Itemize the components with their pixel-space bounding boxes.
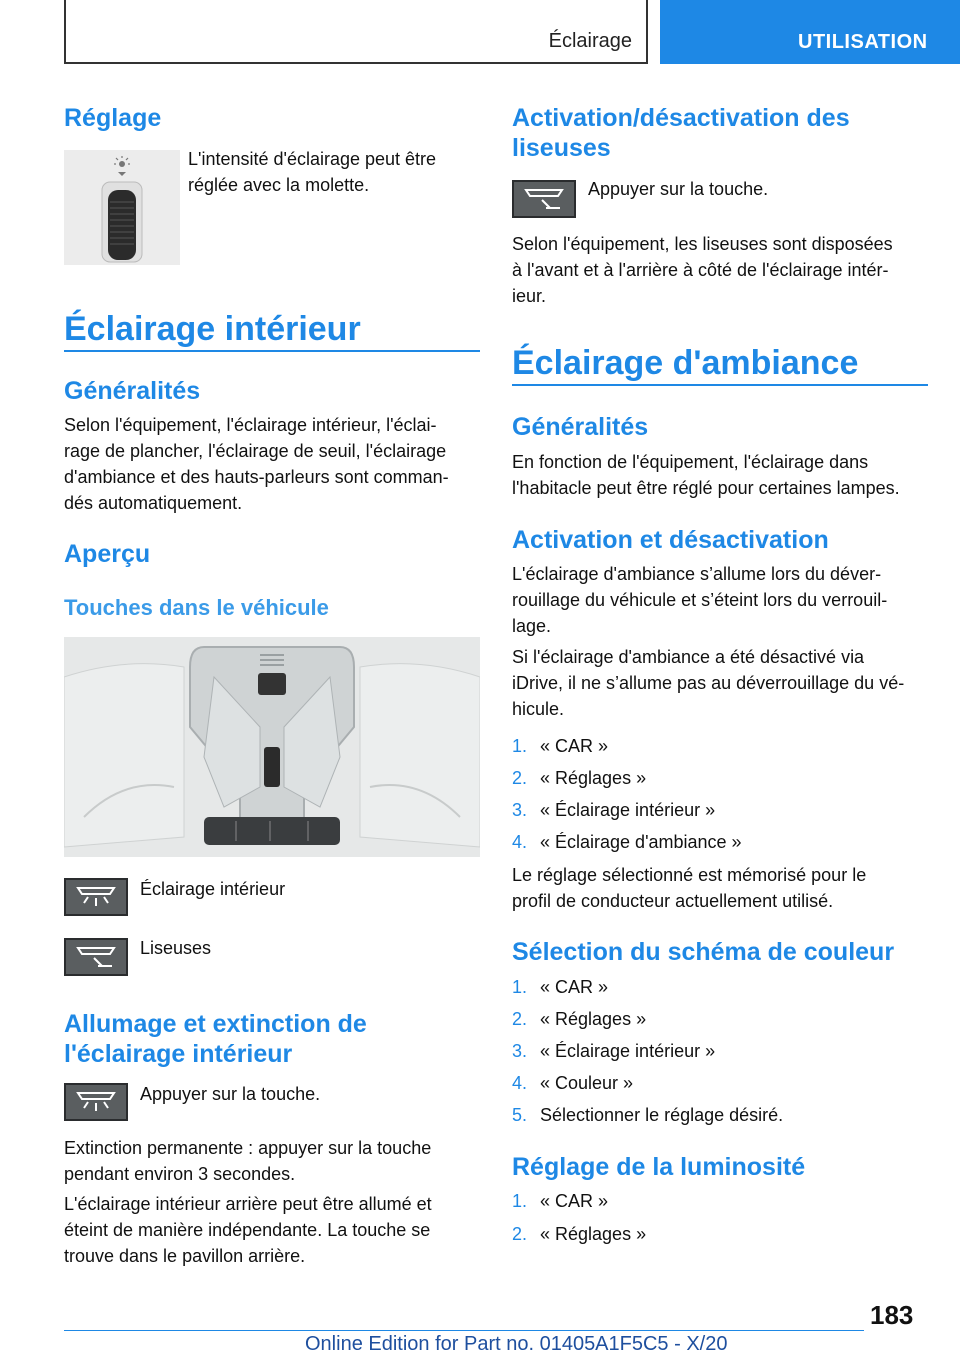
text-line: ieur.	[512, 286, 547, 306]
list-item	[512, 765, 646, 791]
text-line: éteint de manière indépendante. La touche se	[64, 1220, 431, 1240]
text-line: dés automatiquement.	[64, 493, 243, 513]
text-line: profil de conducteur actuellement utilisé.	[512, 891, 834, 911]
list-number: 2.	[512, 1009, 528, 1029]
text-line: pendant environ 3 secondes.	[64, 1164, 296, 1184]
extinction-text	[64, 1135, 431, 1187]
list-item	[512, 1188, 608, 1214]
reading-light-key-icon	[64, 938, 128, 976]
list-text: « Réglages »	[540, 768, 647, 788]
text-line: Extinction permanente : appuyer sur la touche	[64, 1138, 432, 1158]
list-text: « CAR »	[540, 736, 609, 756]
header-tab-label: UTILISATION	[798, 31, 928, 53]
list-number: 3.	[512, 800, 528, 820]
list-item	[512, 1038, 715, 1064]
list-number: 5.	[512, 1105, 528, 1125]
list-text: « Réglages »	[540, 1224, 647, 1244]
list-number: 1.	[512, 1191, 528, 1211]
text-line: En fonction de l'équipement, l'éclairage dans	[512, 452, 869, 472]
text-line: lage.	[512, 616, 552, 636]
text-line: Si l'éclairage d'ambiance a été désactivé via	[512, 647, 865, 667]
main-title-interior: Éclairage intérieur	[64, 310, 361, 348]
ambiance-title: Éclairage d'ambiance	[512, 344, 859, 382]
list-item	[512, 974, 608, 1000]
list-text: « Éclairage intérieur »	[540, 1041, 716, 1061]
allumage-key-text: Appuyer sur la touche.	[140, 1084, 321, 1104]
text-line: d'ambiance et des hauts-parleurs sont comman-	[64, 467, 449, 487]
list-item	[512, 1102, 783, 1128]
liseuses-text	[512, 231, 893, 309]
text-line: rouillage du véhicule et s’éteint lors du verrouil-	[512, 590, 888, 610]
text-line: L'éclairage intérieur arrière peut être allumé et	[64, 1194, 432, 1214]
generalites-title: Généralités	[64, 377, 201, 405]
section-rule	[64, 350, 480, 352]
activation-text2	[512, 644, 904, 722]
list-item	[512, 1070, 633, 1096]
header-section-box	[64, 0, 648, 64]
list-item	[512, 797, 715, 823]
footer-text: Online Edition for Part no. 01405A1F5C5 - X/20	[305, 1333, 728, 1355]
luminosite-title: Réglage de la luminosité	[512, 1153, 806, 1181]
allumage-title	[64, 1009, 367, 1069]
list-number: 3.	[512, 1041, 528, 1061]
text-line: hicule.	[512, 699, 565, 719]
interior-light-key-icon	[64, 1083, 128, 1121]
text-line: rage de plancher, l'éclairage de seuil, l'éclairage	[64, 441, 447, 461]
ceiling-console-photo	[64, 637, 480, 857]
list-number: 1.	[512, 736, 528, 756]
list-number: 2.	[512, 768, 528, 788]
arriere-text	[64, 1191, 432, 1269]
list-text: « Réglages »	[540, 1009, 647, 1029]
generalites-text	[64, 412, 449, 516]
memorise-text	[512, 862, 866, 914]
list-number: 2.	[512, 1224, 528, 1244]
reglage-text	[188, 146, 436, 198]
list-text: « CAR »	[540, 1191, 609, 1211]
liseuses-key-text: Appuyer sur la touche.	[588, 179, 769, 199]
text-line: L'éclairage d'ambiance s’allume lors du déver-	[512, 564, 882, 584]
key1-label: Éclairage intérieur	[140, 879, 286, 899]
list-item	[512, 1221, 646, 1247]
key2-label: Liseuses	[140, 938, 212, 958]
reglage-title: Réglage	[64, 104, 162, 132]
text-line: à l'avant et à l'arrière à côté de l'éclairage intér-	[512, 260, 889, 280]
section-rule	[512, 384, 928, 386]
title-line: liseuses	[512, 134, 611, 162]
activation-title: Activation et désactivation	[512, 526, 829, 554]
list-text: « Couleur »	[540, 1073, 634, 1093]
list-number: 1.	[512, 977, 528, 997]
list-number: 4.	[512, 832, 528, 852]
text-line: Le réglage sélectionné est mémorisé pour le	[512, 865, 867, 885]
generalites-text-right	[512, 449, 900, 501]
title-line: Allumage et extinction de	[64, 1010, 367, 1038]
dimmer-wheel-icon	[64, 150, 180, 265]
list-item	[512, 1006, 646, 1032]
title-line: l'éclairage intérieur	[64, 1040, 293, 1068]
text-line: trouve dans le pavillon arrière.	[64, 1246, 306, 1266]
page-number: 183	[870, 1300, 914, 1330]
list-text: « Éclairage d'ambiance »	[540, 832, 742, 852]
interior-light-key-icon	[64, 878, 128, 916]
touches-title: Touches dans le véhicule	[64, 595, 329, 620]
list-text: Sélectionner le réglage désiré.	[540, 1105, 784, 1125]
header-section-title: Éclairage	[548, 30, 632, 52]
list-text: « CAR »	[540, 977, 609, 997]
generalites-title-right: Généralités	[512, 413, 649, 441]
reading-light-key-icon	[512, 180, 576, 218]
text-line: réglée avec la molette.	[188, 175, 370, 195]
list-number: 4.	[512, 1073, 528, 1093]
schema-title: Sélection du schéma de couleur	[512, 938, 895, 966]
activation-text1	[512, 561, 887, 639]
text-line: Selon l'équipement, l'éclairage intérieur, l'éclai-	[64, 415, 437, 435]
list-item	[512, 733, 608, 759]
header-tab	[660, 0, 960, 64]
title-line: Activation/désactivation des	[512, 104, 850, 132]
footer-rule	[64, 1330, 864, 1331]
liseuses-title	[512, 103, 850, 163]
text-line: Selon l'équipement, les liseuses sont disposées	[512, 234, 893, 254]
text-line: l'habitacle peut être réglé pour certaines lampes.	[512, 478, 900, 498]
apercu-title: Aperçu	[64, 540, 151, 568]
text-line: iDrive, il ne s’allume pas au déverrouillage du vé-	[512, 673, 905, 693]
list-item	[512, 829, 742, 855]
list-text: « Éclairage intérieur »	[540, 800, 716, 820]
text-line: L'intensité d'éclairage peut être	[188, 149, 437, 169]
